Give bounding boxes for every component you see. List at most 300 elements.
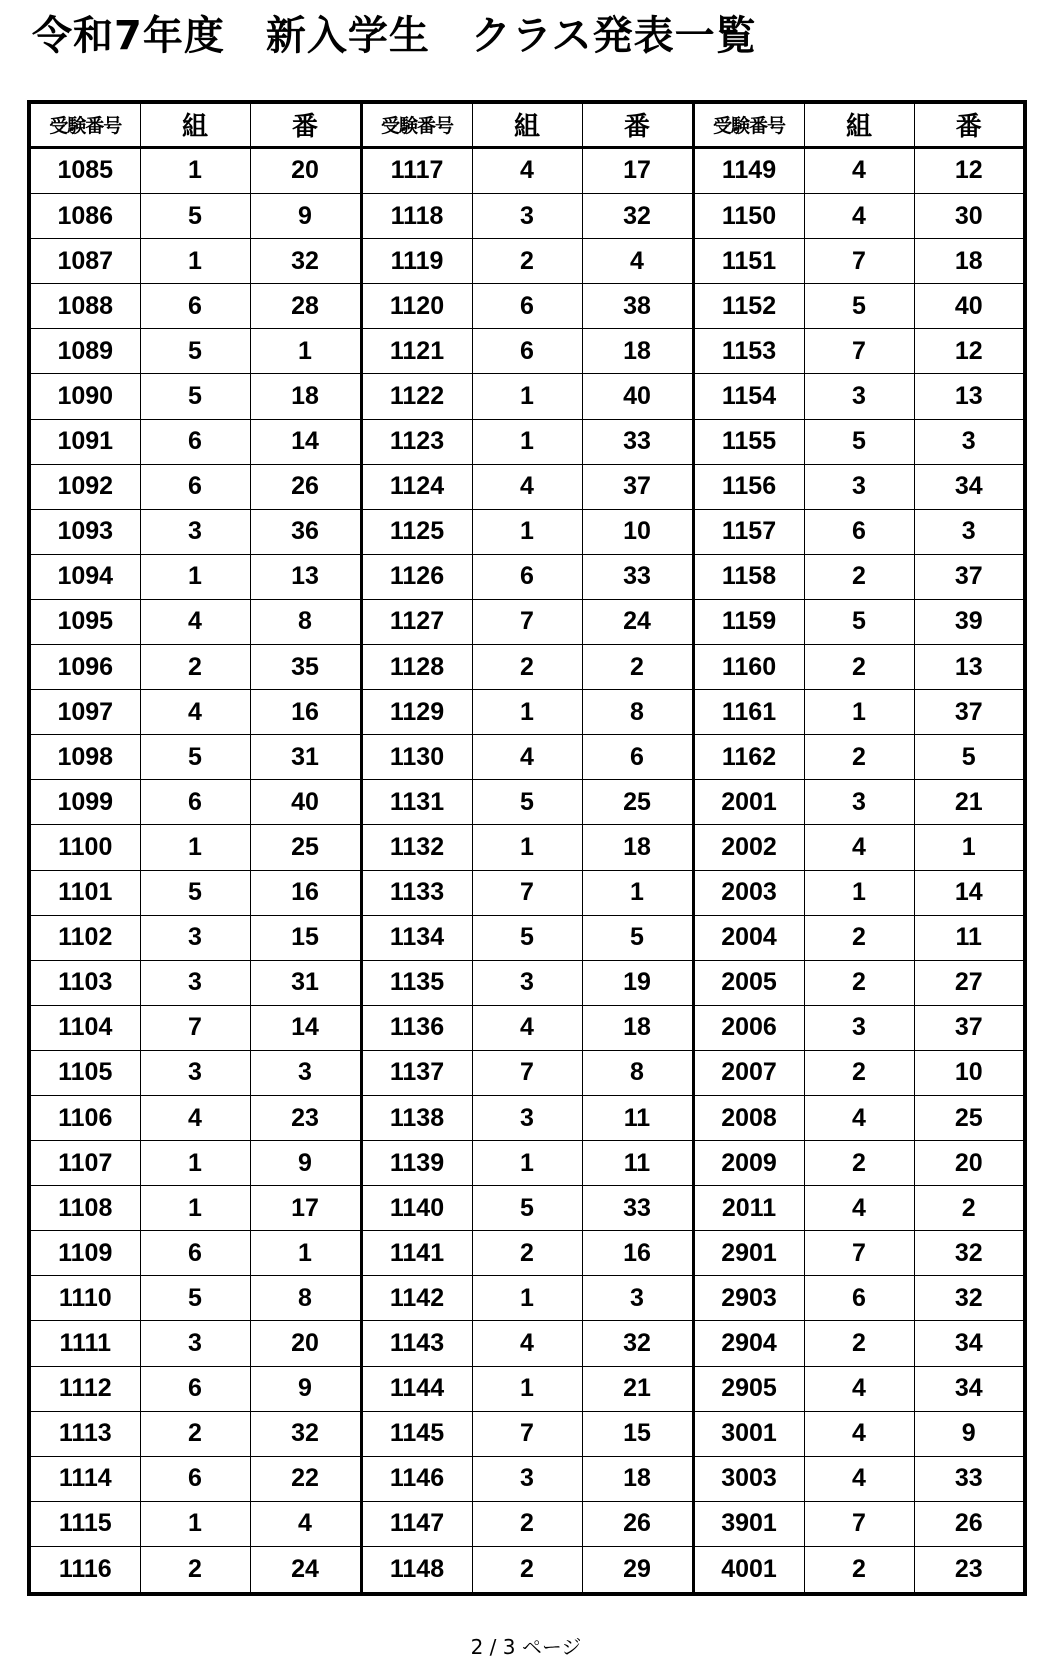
exam-number-cell: 1157 [693,509,804,554]
class-cell: 2 [472,1231,582,1276]
exam-number-cell: 2011 [693,1186,804,1231]
seat-number-cell: 32 [582,1321,693,1366]
class-cell: 6 [472,554,582,599]
seat-number-cell: 2 [914,1186,1025,1231]
exam-number-cell: 1160 [693,645,804,690]
exam-number-cell: 1108 [29,1186,140,1231]
seat-number-cell: 18 [582,1456,693,1501]
exam-number-cell: 1114 [29,1456,140,1501]
exam-number-cell: 1119 [361,239,472,284]
class-cell: 4 [804,1411,914,1456]
seat-number-cell: 33 [582,554,693,599]
exam-number-cell: 1142 [361,1276,472,1321]
class-cell: 3 [140,915,250,960]
seat-number-cell: 3 [250,1050,361,1095]
table-row [29,554,1025,599]
class-cell: 1 [472,1276,582,1321]
table-row [29,960,1025,1005]
exam-number-cell: 1105 [29,1050,140,1095]
exam-number-cell: 1091 [29,419,140,464]
table-row [29,419,1025,464]
table-row [29,374,1025,419]
class-cell: 1 [140,1501,250,1546]
exam-number-cell: 1136 [361,1005,472,1050]
exam-number-cell: 1141 [361,1231,472,1276]
exam-number-cell: 1088 [29,284,140,329]
seat-number-cell: 20 [250,1321,361,1366]
exam-number-cell: 1158 [693,554,804,599]
header-seat-number: 番 [250,102,361,147]
seat-number-cell: 22 [250,1456,361,1501]
class-cell: 2 [804,1050,914,1095]
seat-number-cell: 8 [250,599,361,644]
seat-number-cell: 9 [914,1411,1025,1456]
header-class: 組 [140,102,250,147]
exam-number-cell: 1140 [361,1186,472,1231]
exam-number-cell: 2001 [693,780,804,825]
class-cell: 5 [140,374,250,419]
exam-number-cell: 1096 [29,645,140,690]
header-seat-number: 番 [582,102,693,147]
seat-number-cell: 1 [250,1231,361,1276]
class-cell: 3 [804,780,914,825]
class-cell: 1 [140,1186,250,1231]
seat-number-cell: 35 [250,645,361,690]
seat-number-cell: 8 [582,1050,693,1095]
exam-number-cell: 3003 [693,1456,804,1501]
seat-number-cell: 32 [582,194,693,239]
exam-number-cell: 1106 [29,1095,140,1140]
exam-number-cell: 1132 [361,825,472,870]
class-cell: 1 [140,239,250,284]
seat-number-cell: 32 [914,1231,1025,1276]
class-cell: 1 [804,690,914,735]
table-row [29,1411,1025,1456]
seat-number-cell: 34 [914,464,1025,509]
seat-number-cell: 4 [250,1501,361,1546]
seat-number-cell: 5 [582,915,693,960]
table-header-row [29,102,1025,147]
exam-number-cell: 1104 [29,1005,140,1050]
exam-number-cell: 1151 [693,239,804,284]
exam-number-cell: 1087 [29,239,140,284]
exam-number-cell: 1107 [29,1141,140,1186]
exam-number-cell: 4001 [693,1546,804,1594]
seat-number-cell: 38 [582,284,693,329]
exam-number-cell: 1093 [29,509,140,554]
class-cell: 2 [804,645,914,690]
exam-number-cell: 2003 [693,870,804,915]
exam-number-cell: 2901 [693,1231,804,1276]
class-cell: 5 [472,915,582,960]
class-cell: 6 [140,284,250,329]
table-row [29,1321,1025,1366]
class-cell: 5 [804,284,914,329]
seat-number-cell: 18 [582,825,693,870]
exam-number-cell: 1145 [361,1411,472,1456]
class-cell: 5 [804,419,914,464]
class-cell: 1 [804,870,914,915]
table-row [29,509,1025,554]
seat-number-cell: 14 [250,419,361,464]
exam-number-cell: 1099 [29,780,140,825]
exam-number-cell: 1148 [361,1546,472,1594]
exam-number-cell: 1097 [29,690,140,735]
class-cell: 2 [140,1411,250,1456]
exam-number-cell: 1153 [693,329,804,374]
class-cell: 1 [140,554,250,599]
table-row [29,284,1025,329]
seat-number-cell: 33 [582,1186,693,1231]
seat-number-cell: 14 [914,870,1025,915]
seat-number-cell: 36 [250,509,361,554]
seat-number-cell: 20 [250,147,361,194]
exam-number-cell: 1092 [29,464,140,509]
class-cell: 4 [804,1095,914,1140]
class-cell: 3 [472,960,582,1005]
exam-number-cell: 1102 [29,915,140,960]
table-row [29,239,1025,284]
class-cell: 2 [804,1321,914,1366]
exam-number-cell: 1113 [29,1411,140,1456]
seat-number-cell: 11 [914,915,1025,960]
seat-number-cell: 37 [914,1005,1025,1050]
class-cell: 6 [140,780,250,825]
exam-number-cell: 1100 [29,825,140,870]
seat-number-cell: 33 [914,1456,1025,1501]
table-row [29,599,1025,644]
class-cell: 2 [804,735,914,780]
seat-number-cell: 16 [582,1231,693,1276]
seat-number-cell: 23 [250,1095,361,1140]
seat-number-cell: 37 [914,554,1025,599]
class-cell: 6 [472,329,582,374]
class-cell: 1 [140,147,250,194]
seat-number-cell: 13 [914,374,1025,419]
class-cell: 3 [140,1050,250,1095]
header-exam-number: 受験番号 [361,102,472,147]
exam-number-cell: 1127 [361,599,472,644]
exam-number-cell: 1095 [29,599,140,644]
seat-number-cell: 6 [582,735,693,780]
seat-number-cell: 25 [914,1095,1025,1140]
class-cell: 4 [472,735,582,780]
class-cell: 4 [804,1366,914,1411]
seat-number-cell: 5 [914,735,1025,780]
exam-number-cell: 1094 [29,554,140,599]
class-cell: 2 [472,1546,582,1594]
table-row [29,1546,1025,1594]
class-cell: 5 [140,329,250,374]
exam-number-cell: 1154 [693,374,804,419]
class-cell: 7 [804,329,914,374]
class-cell: 3 [472,1456,582,1501]
seat-number-cell: 13 [250,554,361,599]
exam-number-cell: 1161 [693,690,804,735]
exam-number-cell: 1146 [361,1456,472,1501]
class-cell: 5 [140,194,250,239]
exam-number-cell: 1118 [361,194,472,239]
seat-number-cell: 16 [250,870,361,915]
seat-number-cell: 2 [582,645,693,690]
table-row [29,1050,1025,1095]
class-cell: 2 [472,239,582,284]
exam-number-cell: 1135 [361,960,472,1005]
class-cell: 7 [472,870,582,915]
class-cell: 2 [140,645,250,690]
seat-number-cell: 25 [582,780,693,825]
class-cell: 2 [804,554,914,599]
class-cell: 5 [472,1186,582,1231]
exam-number-cell: 2008 [693,1095,804,1140]
seat-number-cell: 11 [582,1095,693,1140]
exam-number-cell: 2004 [693,915,804,960]
class-cell: 5 [472,780,582,825]
seat-number-cell: 27 [914,960,1025,1005]
class-cell: 7 [804,239,914,284]
exam-number-cell: 1159 [693,599,804,644]
exam-number-cell: 1110 [29,1276,140,1321]
class-cell: 1 [472,419,582,464]
page-number: 2 / 3 ページ [470,1635,582,1659]
seat-number-cell: 39 [914,599,1025,644]
seat-number-cell: 18 [582,329,693,374]
class-cell: 3 [140,509,250,554]
exam-number-cell: 2006 [693,1005,804,1050]
exam-number-cell: 1115 [29,1501,140,1546]
exam-number-cell: 1152 [693,284,804,329]
exam-number-cell: 1111 [29,1321,140,1366]
class-cell: 3 [140,960,250,1005]
class-assignment-table-container [27,100,1025,1596]
class-cell: 4 [804,825,914,870]
exam-number-cell: 2903 [693,1276,804,1321]
seat-number-cell: 34 [914,1321,1025,1366]
table-row [29,1095,1025,1140]
seat-number-cell: 3 [914,419,1025,464]
class-cell: 4 [472,1321,582,1366]
seat-number-cell: 30 [914,194,1025,239]
seat-number-cell: 18 [914,239,1025,284]
class-cell: 4 [140,1095,250,1140]
exam-number-cell: 1116 [29,1546,140,1594]
table-row [29,1231,1025,1276]
table-row [29,645,1025,690]
table-row [29,329,1025,374]
seat-number-cell: 10 [582,509,693,554]
class-cell: 3 [804,1005,914,1050]
table-row [29,735,1025,780]
exam-number-cell: 1122 [361,374,472,419]
seat-number-cell: 40 [914,284,1025,329]
class-cell: 3 [140,1321,250,1366]
table-row [29,1276,1025,1321]
table-row [29,825,1025,870]
table-row [29,780,1025,825]
seat-number-cell: 8 [582,690,693,735]
header-class: 組 [804,102,914,147]
seat-number-cell: 21 [582,1366,693,1411]
table-row [29,1456,1025,1501]
seat-number-cell: 26 [914,1501,1025,1546]
seat-number-cell: 17 [582,147,693,194]
seat-number-cell: 3 [582,1276,693,1321]
class-cell: 6 [140,464,250,509]
seat-number-cell: 40 [582,374,693,419]
seat-number-cell: 26 [582,1501,693,1546]
seat-number-cell: 19 [582,960,693,1005]
exam-number-cell: 1137 [361,1050,472,1095]
exam-number-cell: 1101 [29,870,140,915]
seat-number-cell: 24 [250,1546,361,1594]
class-cell: 6 [804,1276,914,1321]
seat-number-cell: 31 [250,735,361,780]
seat-number-cell: 12 [914,329,1025,374]
seat-number-cell: 23 [914,1546,1025,1594]
exam-number-cell: 1149 [693,147,804,194]
seat-number-cell: 15 [582,1411,693,1456]
class-cell: 4 [140,690,250,735]
class-cell: 2 [804,915,914,960]
exam-number-cell: 2002 [693,825,804,870]
table-row [29,1141,1025,1186]
seat-number-cell: 28 [250,284,361,329]
exam-number-cell: 1128 [361,645,472,690]
class-cell: 4 [804,1456,914,1501]
class-cell: 1 [140,1141,250,1186]
class-cell: 7 [472,1050,582,1095]
exam-number-cell: 1112 [29,1366,140,1411]
header-exam-number: 受験番号 [693,102,804,147]
class-cell: 2 [804,960,914,1005]
exam-number-cell: 1089 [29,329,140,374]
class-cell: 4 [804,194,914,239]
seat-number-cell: 40 [250,780,361,825]
class-cell: 1 [472,374,582,419]
class-cell: 1 [472,1141,582,1186]
class-cell: 5 [140,1276,250,1321]
seat-number-cell: 11 [582,1141,693,1186]
class-cell: 1 [472,509,582,554]
seat-number-cell: 32 [914,1276,1025,1321]
seat-number-cell: 1 [914,825,1025,870]
exam-number-cell: 1090 [29,374,140,419]
exam-number-cell: 2905 [693,1366,804,1411]
table-row [29,1186,1025,1231]
table-row [29,1005,1025,1050]
seat-number-cell: 34 [914,1366,1025,1411]
class-cell: 7 [804,1501,914,1546]
class-assignment-table [27,100,1027,1596]
class-cell: 4 [472,147,582,194]
seat-number-cell: 4 [582,239,693,284]
seat-number-cell: 8 [250,1276,361,1321]
seat-number-cell: 14 [250,1005,361,1050]
seat-number-cell: 32 [250,239,361,284]
class-cell: 6 [140,419,250,464]
header-class: 組 [472,102,582,147]
seat-number-cell: 17 [250,1186,361,1231]
exam-number-cell: 2009 [693,1141,804,1186]
seat-number-cell: 33 [582,419,693,464]
class-cell: 6 [140,1366,250,1411]
exam-number-cell: 1138 [361,1095,472,1140]
header-seat-number: 番 [914,102,1025,147]
class-cell: 2 [472,1501,582,1546]
seat-number-cell: 9 [250,1366,361,1411]
table-row [29,690,1025,735]
exam-number-cell: 1155 [693,419,804,464]
seat-number-cell: 9 [250,194,361,239]
seat-number-cell: 15 [250,915,361,960]
exam-number-cell: 1147 [361,1501,472,1546]
class-cell: 1 [472,825,582,870]
seat-number-cell: 1 [250,329,361,374]
table-row [29,194,1025,239]
exam-number-cell: 1129 [361,690,472,735]
class-cell: 6 [804,509,914,554]
class-cell: 2 [804,1141,914,1186]
class-cell: 2 [472,645,582,690]
seat-number-cell: 29 [582,1546,693,1594]
class-cell: 6 [140,1231,250,1276]
exam-number-cell: 1085 [29,147,140,194]
exam-number-cell: 1131 [361,780,472,825]
seat-number-cell: 9 [250,1141,361,1186]
table-body [29,147,1025,1594]
table-row [29,147,1025,194]
exam-number-cell: 1124 [361,464,472,509]
class-cell: 3 [804,464,914,509]
exam-number-cell: 1156 [693,464,804,509]
class-cell: 4 [472,1005,582,1050]
table-row [29,1366,1025,1411]
page-title: 令和7年度 新入学生 クラス発表一覧 [32,13,757,59]
seat-number-cell: 25 [250,825,361,870]
class-cell: 6 [472,284,582,329]
table-row [29,915,1025,960]
exam-number-cell: 2007 [693,1050,804,1095]
seat-number-cell: 37 [582,464,693,509]
exam-number-cell: 1134 [361,915,472,960]
class-cell: 2 [804,1546,914,1594]
class-cell: 3 [804,374,914,419]
seat-number-cell: 3 [914,509,1025,554]
class-cell: 1 [472,690,582,735]
seat-number-cell: 26 [250,464,361,509]
seat-number-cell: 1 [582,870,693,915]
class-cell: 4 [804,147,914,194]
class-cell: 1 [472,1366,582,1411]
exam-number-cell: 2904 [693,1321,804,1366]
seat-number-cell: 32 [250,1411,361,1456]
class-cell: 3 [472,1095,582,1140]
seat-number-cell: 12 [914,147,1025,194]
class-cell: 2 [140,1546,250,1594]
exam-number-cell: 1123 [361,419,472,464]
exam-number-cell: 1086 [29,194,140,239]
class-cell: 5 [140,870,250,915]
seat-number-cell: 20 [914,1141,1025,1186]
exam-number-cell: 1109 [29,1231,140,1276]
exam-number-cell: 1133 [361,870,472,915]
exam-number-cell: 2005 [693,960,804,1005]
class-cell: 4 [140,599,250,644]
exam-number-cell: 1126 [361,554,472,599]
class-cell: 1 [140,825,250,870]
exam-number-cell: 1125 [361,509,472,554]
exam-number-cell: 1098 [29,735,140,780]
